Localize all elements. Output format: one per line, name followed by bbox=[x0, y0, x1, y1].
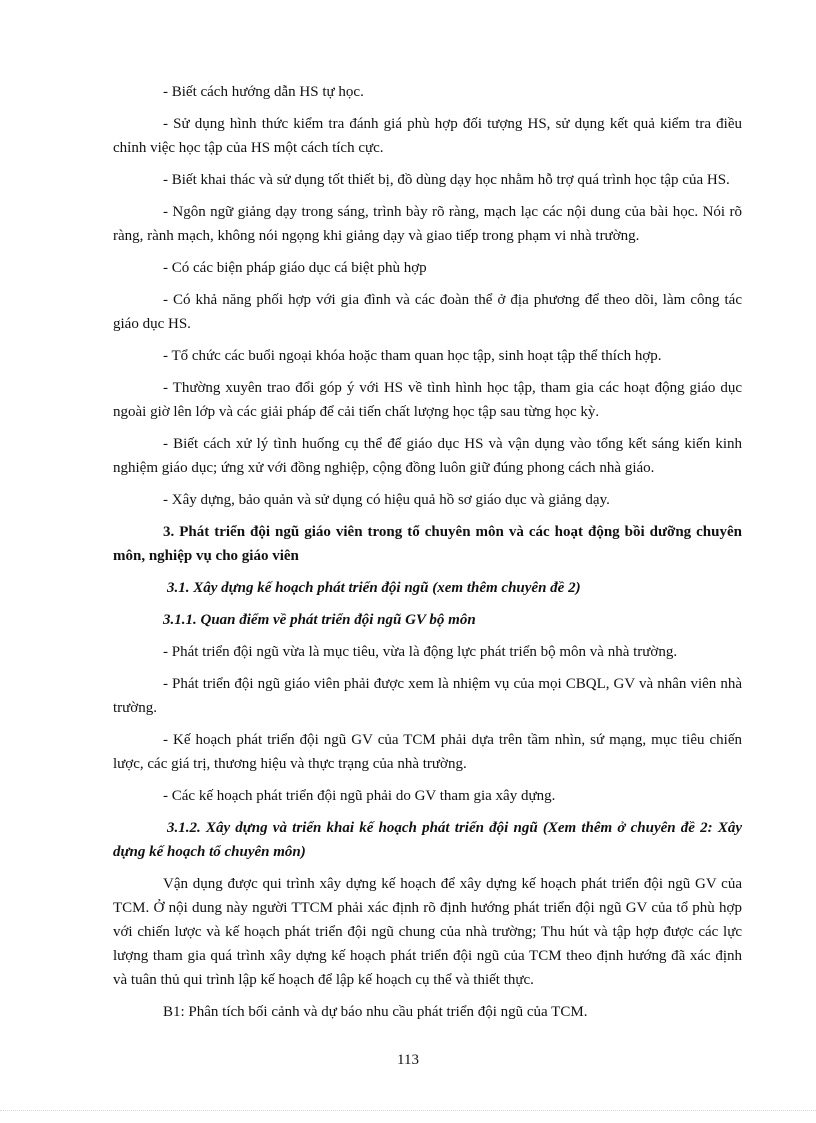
page-number: 113 bbox=[397, 1052, 419, 1068]
paragraph: - Sử dụng hình thức kiểm tra đánh giá phù hợp đối tượng HS, sử dụng kết quả kiểm tra điều chỉnh việc học tập của HS một cách tích cực. bbox=[113, 116, 742, 156]
section-3-1-1-heading: 3.1.1. Quan điểm về phát triển đội ngũ GV bộ môn bbox=[163, 612, 476, 628]
paragraph: - Thường xuyên trao đổi góp ý với HS về tình hình học tập, tham gia các hoạt động giáo dục ngoài giờ lên lớp và các giải pháp để cải tiến chất lượng học tập sau từng học kỳ. bbox=[113, 380, 742, 420]
step-b1: B1: Phân tích bối cảnh và dự báo nhu cầu phát triển đội ngũ của TCM. bbox=[163, 1004, 588, 1020]
document-page bbox=[113, 80, 742, 1032]
section-3-1-2-heading: 3.1.2. Xây dựng và triển khai kế hoạch phát triển đội ngũ (Xem thêm ở chuyên đề 2: Xây dựng kế hoạch tổ chuyên môn) bbox=[113, 820, 742, 860]
paragraph: - Biết khai thác và sử dụng tốt thiết bị, đồ dùng dạy học nhằm hỗ trợ quá trình học tập của HS. bbox=[163, 172, 730, 188]
paragraph: - Có các biện pháp giáo dục cá biệt phù hợp bbox=[163, 260, 427, 276]
footer-divider bbox=[0, 1110, 816, 1111]
list-item: - Các kế hoạch phát triển đội ngũ phải do GV tham gia xây dựng. bbox=[163, 788, 556, 804]
list-item: - Kế hoạch phát triển đội ngũ GV của TCM phải dựa trên tầm nhìn, sứ mạng, mục tiêu chiến lược, các giá trị, thương hiệu và thực trạng của nhà trường. bbox=[113, 732, 742, 772]
list-item: - Phát triển đội ngũ giáo viên phải được xem là nhiệm vụ của mọi CBQL, GV và nhân viên nhà trường. bbox=[113, 676, 742, 716]
section-3-1-heading: 3.1. Xây dựng kế hoạch phát triển đội ngũ (xem thêm chuyên đề 2) bbox=[167, 580, 581, 596]
list-item: - Phát triển đội ngũ vừa là mục tiêu, vừa là động lực phát triển bộ môn và nhà trường. bbox=[163, 644, 678, 660]
paragraph: - Ngôn ngữ giảng dạy trong sáng, trình bày rõ ràng, mạch lạc các nội dung của bài học. Nói rõ ràng, rành mạch, không nói ngọng khi giảng dạy và giao tiếp trong phạm vi nhà trường. bbox=[113, 204, 742, 244]
section-3-1-2-body: Vận dụng được qui trình xây dựng kế hoạch để xây dựng kế hoạch phát triển đội ngũ GV của TCM. Ở nội dung này người TTCM phải xác định rõ định hướng phát triển đội ngũ GV của tổ phù hợp với chiến lược và kế hoạch phát triển đội ngũ chung của nhà trường; Thu hút và tập hợp được các lực lượng tham gia quá trình xây dựng kế hoạch phát triển đội ngũ của TCM theo định hướng đã xác định và tuân thủ qui trình lập kế hoạch để lập kế hoạch cụ thể và thiết thực. bbox=[113, 876, 742, 988]
paragraph: - Có khả năng phối hợp với gia đình và các đoàn thể ở địa phương để theo dõi, làm công tác giáo dục HS. bbox=[113, 292, 742, 332]
paragraph: - Xây dựng, bảo quản và sử dụng có hiệu quả hồ sơ giáo dục và giảng dạy. bbox=[163, 492, 610, 508]
paragraph: - Tổ chức các buổi ngoại khóa hoặc tham quan học tập, sinh hoạt tập thể thích hợp. bbox=[163, 348, 662, 364]
paragraph: - Biết cách hướng dẫn HS tự học. bbox=[163, 84, 364, 100]
section-3-heading: 3. Phát triển đội ngũ giáo viên trong tổ chuyên môn và các hoạt động bồi dưỡng chuyên môn, nghiệp vụ cho giáo viên bbox=[113, 524, 742, 564]
paragraph: - Biết cách xử lý tình huống cụ thể để giáo dục HS và vận dụng vào tổng kết sáng kiến kinh nghiệm giáo dục; ứng xử với đồng nghiệp, cộng đồng luôn giữ đúng phong cách nhà giáo. bbox=[113, 436, 742, 476]
